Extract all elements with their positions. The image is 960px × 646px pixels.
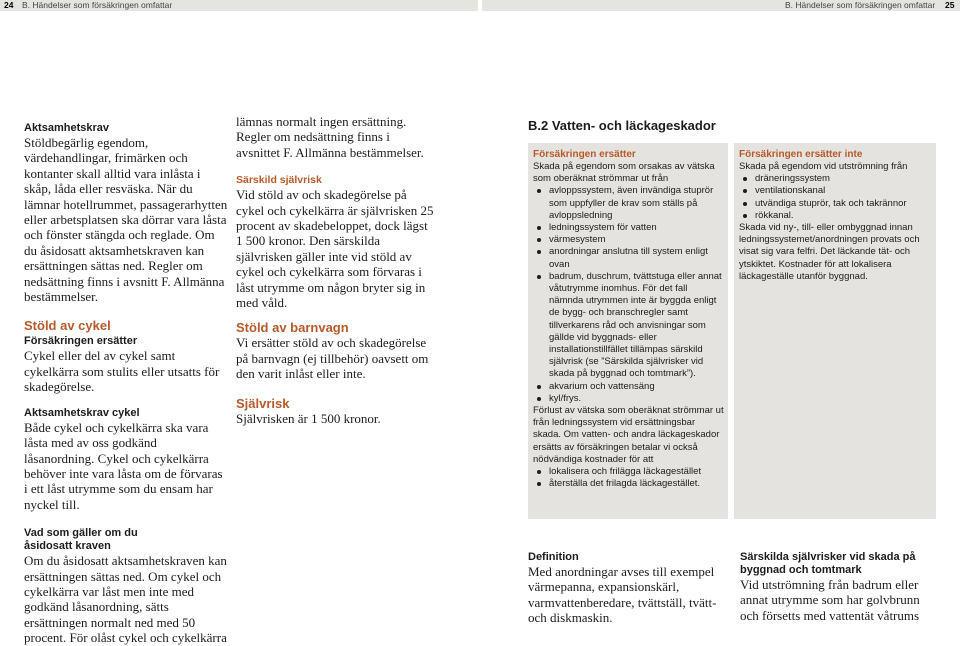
not-covered-heading: Försäkringen ersätter inte [739, 149, 863, 160]
covered-after-text: Förlust av vätska som oberäknat strömmar ut från ledningssystem vid ersättningsbar skada. Om vatten- och andra läckageskador ersätts av försäkringen betalar vi också nödvändiga kostnader för att [533, 405, 724, 465]
not-covered-after-text: Skada vid ny-, till- eller ombyggnad innan ledningssystemet/anordningen provats och visat sig vara felfri. Det läckande tät- och ytskiktet. Kostnader för att lokalisera läckageställe utanför byggnad. [739, 222, 920, 282]
list-item: ventilationskanal [739, 185, 932, 197]
covered-list [533, 185, 724, 405]
covered-heading: Försäkringen ersätter [533, 149, 636, 160]
special-deductibles-text: Vid utströmning från badrum eller annat utrymme som har golvbrunn och försetts med vattentät våtrums [740, 577, 920, 623]
special-deductibles-heading: Särskilda självrisker vid skada på byggnad och tomtmark [740, 551, 916, 576]
covered-intro: Skada på egendom som orsakas av vätska som oberäknat strömmar ut från [533, 161, 715, 185]
not-covered-list [739, 173, 932, 222]
asidosatt-kraven-heading: Vad som gäller om du åsidosatt kraven [24, 527, 138, 553]
aktsamhetskrav-cykel-heading: Aktsamhetskrav cykel [24, 406, 140, 419]
list-item: ledningssystem för vatten [533, 222, 724, 234]
right-running-title: B. Händelser som försäkringen omfattar [785, 0, 936, 10]
definition-section [528, 551, 728, 626]
list-item: lokalisera och frilägga läckagestället [533, 466, 724, 478]
sjalvrisk-heading: Självrisk [236, 395, 290, 411]
stold-av-cykel-heading: Stöld av cykel [24, 318, 111, 334]
sjalvrisk-text: Självrisken är 1 500 kronor. [236, 410, 381, 426]
not-covered-intro: Skada på egendom vid utströmning från [739, 161, 908, 172]
asidosatt-kraven-text: Om du åsidosatt aktsamhetskraven kan ersättningen sättas ned. Om cykel och cykelkärra var låst men inte med godkänd låsanordning, sätts ersättningen normalt ned med 50 procent. För olåst cykel och cykelkärra [24, 553, 227, 646]
left-column-1 [24, 122, 228, 646]
list-item: avloppssystem, även invändiga stuprör som uppfyller de krav som ställs på avloppsledning [533, 185, 724, 222]
list-item: rökkanal. [739, 210, 932, 222]
definition-text: Med anordningar avses till exempel värmepanna, expansionskärl, varmvattenberedare, tvättställ, tvätt- och diskmaskin. [528, 564, 717, 626]
right-page-number: 25 [945, 0, 955, 10]
covered-list-2 [533, 466, 724, 490]
list-item: värmesystem [533, 234, 724, 246]
stold-av-barnvagn-heading: Stöld av barnvagn [236, 320, 349, 336]
covered-box [528, 143, 728, 519]
sarskild-sjalvrisk-heading: Särskild självrisk [236, 174, 322, 187]
sarskild-sjalvrisk-text: Vid stöld av och skadegörelse på cykel och cykelkärra är självrisken 25 procent av skadebeloppet, dock lägst 1 500 kronor. Den särskilda självrisken gäller inte vid stöld av cykel och cykelkärra som förvaras i låst utrymme om någon bryter sig in med våld. [236, 187, 434, 311]
list-item: utvändiga stuprör, tak och takrännor [739, 198, 932, 210]
not-covered-box [734, 143, 936, 519]
chapter-title: B.2 Vatten- och läckageskador [528, 118, 716, 133]
left-column-2 [236, 114, 436, 426]
cykel-forsakringen-ersatter: Försäkringen ersätter [24, 335, 138, 348]
left-running-title: B. Händelser som försäkringen omfattar [22, 0, 173, 10]
aktsamhetskrav-text: Stöldbegärlig egendom, värdehandlingar, frimärken och kontanter skall alltid vara inlåsta i skåp, låda eller resväska. När du lämnar hotellrummet, passagerarhytten eller arbetsplatsen ska dörrar vara låsta och fönster stängda och reglade. Om du åsidosatt aktsamhetskraven kan ersättningen sättas ned. Regler om nedsättning finns i avsnitt F. Allmänna bestämmelser. [24, 135, 228, 305]
list-item: dräneringssystem [739, 173, 932, 185]
list-item: återställa det frilagda läckagestället. [533, 478, 724, 490]
cykel-ersatter-text: Cykel eller del av cykel samt cykelkärra som stulits eller utsatts för skadegörelse. [24, 348, 220, 395]
aktsamhetskrav-cykel-text: Både cykel och cykelkärra ska vara låsta med av oss godkänd låsanordning. Cykel och cykelkärra behöver inte vara låsta om de förvaras i ett låst utrymme som du ensam har nyckel till. [24, 419, 223, 512]
nedsattning-continued-text: lämnas normalt ingen ersättning. Regler om nedsättning finns i avsnittet F. Allmänna bestämmelser. [236, 114, 424, 160]
list-item: akvarium och vattensäng [533, 381, 724, 393]
list-item: anordningar anslutna till system enligt ovan [533, 246, 724, 270]
aktsamhetskrav-heading: Aktsamhetskrav [24, 122, 109, 134]
barnvagn-text: Vi ersätter stöld av och skadegörelse på barnvagn (ej tillbehör) oavsett om den varit inlåst eller inte. [236, 335, 429, 382]
list-item: badrum, duschrum, tvättstuga eller annat våtutrymme inomhus. För det fall nämnda utrymmen inte är byggda enligt de bygg- och branschregler samt tillverkarens råd och anvisningar som gällde vid byggnads- eller installationstillfället tillämpas särskild självrisk (se ”Särskilda självrisker vid skada på byggnad och tomtmark”). [533, 271, 724, 381]
special-deductibles-section [740, 551, 940, 623]
definition-heading: Definition [528, 551, 579, 563]
list-item: kyl/frys. [533, 393, 724, 405]
left-page-number: 24 [4, 0, 14, 10]
